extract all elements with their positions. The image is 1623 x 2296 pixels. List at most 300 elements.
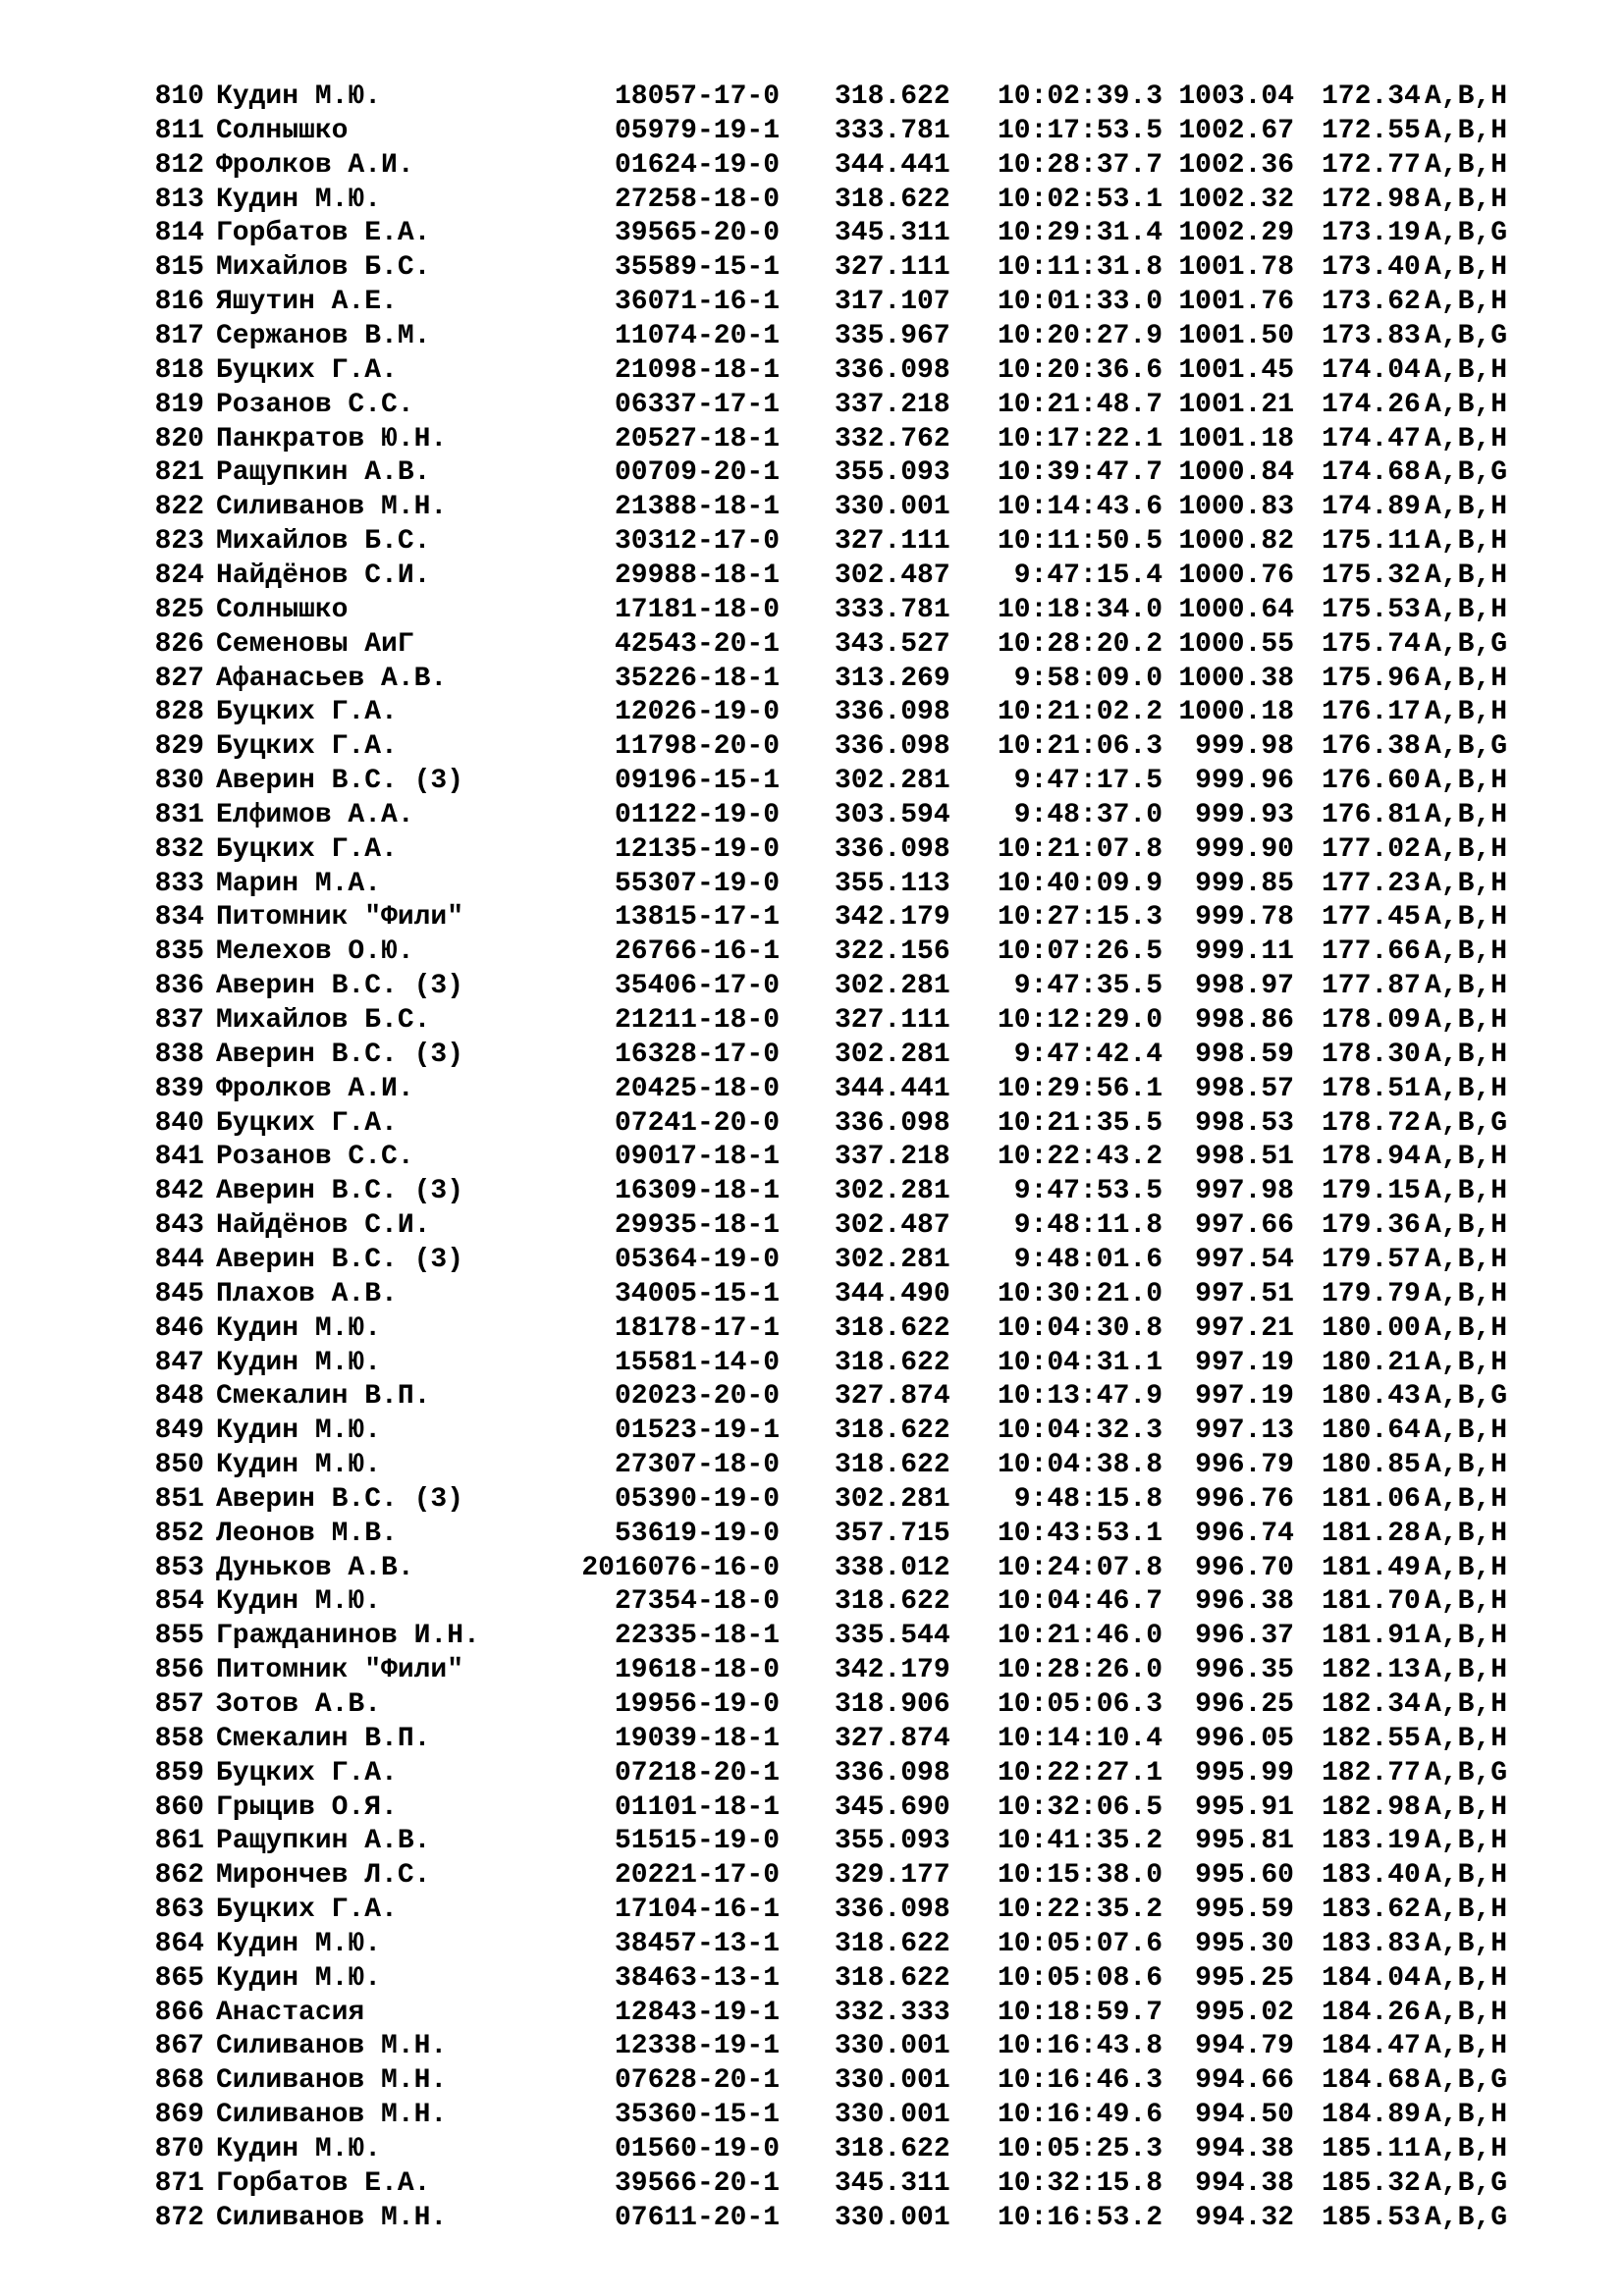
distance-value: 317.107 bbox=[835, 287, 950, 318]
result-row bbox=[0, 593, 1623, 627]
position-number: 841 bbox=[154, 1142, 204, 1173]
fancier-name: Буцких Г.А. bbox=[216, 1757, 398, 1789]
fancier-name: Кудин М.Ю. bbox=[216, 81, 382, 112]
category-codes: A,B,H bbox=[1425, 936, 1508, 968]
distance-value: 345.311 bbox=[835, 218, 950, 249]
ring-number: 01560-19-0 bbox=[614, 2134, 780, 2164]
ring-number: 21098-18-1 bbox=[614, 354, 780, 386]
category-codes: A,B,H bbox=[1425, 1518, 1508, 1549]
fancier-name: Буцких Г.А. bbox=[216, 1107, 398, 1139]
category-codes: A,B,H bbox=[1425, 1039, 1508, 1070]
result-row bbox=[0, 1482, 1623, 1517]
fancier-name: Панкратов Ю.Н. bbox=[216, 423, 448, 454]
arrival-time: 10:30:21.0 bbox=[997, 1278, 1163, 1309]
distance-value: 318.622 bbox=[835, 1450, 950, 1480]
distance-value: 342.179 bbox=[835, 1655, 950, 1686]
fancier-name: Солнышко bbox=[216, 594, 349, 625]
fancier-name: Силиванов М.Н. bbox=[216, 492, 448, 523]
points-value: 178.94 bbox=[1322, 1142, 1421, 1173]
result-row bbox=[0, 1722, 1623, 1756]
arrival-time: 10:16:53.2 bbox=[997, 2202, 1163, 2233]
points-value: 175.53 bbox=[1322, 594, 1421, 625]
fancier-name: Семеновы АиГ bbox=[216, 628, 414, 660]
arrival-time: 9:48:01.6 bbox=[1013, 1244, 1163, 1275]
position-number: 848 bbox=[154, 1381, 204, 1413]
distance-value: 327.111 bbox=[835, 252, 950, 284]
fancier-name: Зотов А.В. bbox=[216, 1689, 382, 1720]
position-number: 811 bbox=[154, 115, 204, 146]
fancier-name: Мирончев Л.С. bbox=[216, 1860, 431, 1892]
points-value: 179.79 bbox=[1322, 1278, 1421, 1309]
ring-number: 01624-19-0 bbox=[614, 149, 780, 181]
result-row bbox=[0, 1584, 1623, 1619]
category-codes: A,B,H bbox=[1425, 1655, 1508, 1686]
ring-number: 35226-18-1 bbox=[614, 663, 780, 694]
ring-number: 01523-19-1 bbox=[614, 1415, 780, 1447]
speed-value: 1000.83 bbox=[1178, 492, 1294, 523]
result-row bbox=[0, 695, 1623, 729]
position-number: 826 bbox=[154, 628, 204, 660]
position-number: 851 bbox=[154, 1483, 204, 1515]
ring-number: 29935-18-1 bbox=[614, 1210, 780, 1241]
position-number: 860 bbox=[154, 1791, 204, 1823]
points-value: 181.70 bbox=[1322, 1586, 1421, 1618]
result-row bbox=[0, 422, 1623, 456]
ring-number: 27307-18-0 bbox=[614, 1450, 780, 1480]
fancier-name: Горбатов Е.А. bbox=[216, 218, 431, 249]
fancier-name: Кудин М.Ю. bbox=[216, 1415, 382, 1447]
distance-value: 337.218 bbox=[835, 1142, 950, 1173]
ring-number: 12026-19-0 bbox=[614, 697, 780, 728]
category-codes: A,B,H bbox=[1425, 902, 1508, 934]
fancier-name: Кудин М.Ю. bbox=[216, 184, 382, 215]
fancier-name: Буцких Г.А. bbox=[216, 833, 398, 865]
ring-number: 11074-20-1 bbox=[614, 321, 780, 351]
distance-value: 302.487 bbox=[835, 560, 950, 591]
result-row bbox=[0, 627, 1623, 662]
speed-value: 996.74 bbox=[1195, 1518, 1294, 1549]
category-codes: A,B,H bbox=[1425, 81, 1508, 112]
category-codes: A,B,H bbox=[1425, 1621, 1508, 1652]
position-number: 822 bbox=[154, 492, 204, 523]
ring-number: 42543-20-1 bbox=[614, 628, 780, 660]
fancier-name: Кудин М.Ю. bbox=[216, 1312, 382, 1344]
arrival-time: 10:21:46.0 bbox=[997, 1621, 1163, 1652]
category-codes: A,B,G bbox=[1425, 628, 1508, 660]
ring-number: 06337-17-1 bbox=[614, 389, 780, 420]
points-value: 173.83 bbox=[1322, 321, 1421, 351]
speed-value: 1001.45 bbox=[1178, 354, 1294, 386]
result-row bbox=[0, 1414, 1623, 1448]
points-value: 177.45 bbox=[1322, 902, 1421, 934]
position-number: 814 bbox=[154, 218, 204, 249]
arrival-time: 10:16:49.6 bbox=[997, 2100, 1163, 2131]
category-codes: A,B,H bbox=[1425, 1997, 1508, 2028]
distance-value: 330.001 bbox=[835, 2100, 950, 2131]
speed-value: 1000.18 bbox=[1178, 697, 1294, 728]
speed-value: 996.35 bbox=[1195, 1655, 1294, 1686]
category-codes: A,B,H bbox=[1425, 2031, 1508, 2062]
arrival-time: 10:20:27.9 bbox=[997, 321, 1163, 351]
arrival-time: 10:43:53.1 bbox=[997, 1518, 1163, 1549]
position-number: 838 bbox=[154, 1039, 204, 1070]
result-row bbox=[0, 114, 1623, 148]
category-codes: A,B,H bbox=[1425, 252, 1508, 284]
distance-value: 302.281 bbox=[835, 766, 950, 796]
arrival-time: 10:17:53.5 bbox=[997, 115, 1163, 146]
category-codes: A,B,G bbox=[1425, 1757, 1508, 1789]
category-codes: A,B,H bbox=[1425, 560, 1508, 591]
result-row bbox=[0, 250, 1623, 285]
speed-value: 999.85 bbox=[1195, 868, 1294, 899]
distance-value: 330.001 bbox=[835, 2031, 950, 2062]
points-value: 172.34 bbox=[1322, 81, 1421, 112]
speed-value: 998.59 bbox=[1195, 1039, 1294, 1070]
fancier-name: Силиванов М.Н. bbox=[216, 2065, 448, 2097]
points-value: 180.64 bbox=[1322, 1415, 1421, 1447]
result-row bbox=[0, 1858, 1623, 1893]
category-codes: A,B,H bbox=[1425, 1723, 1508, 1754]
points-value: 177.87 bbox=[1322, 971, 1421, 1002]
distance-value: 332.762 bbox=[835, 423, 950, 454]
result-row bbox=[0, 490, 1623, 524]
arrival-time: 10:01:33.0 bbox=[997, 287, 1163, 318]
points-value: 174.04 bbox=[1322, 354, 1421, 386]
arrival-time: 9:47:53.5 bbox=[1013, 1176, 1163, 1207]
arrival-time: 10:39:47.7 bbox=[997, 457, 1163, 489]
arrival-time: 10:05:07.6 bbox=[997, 1928, 1163, 1959]
position-number: 832 bbox=[154, 833, 204, 865]
ring-number: 00709-20-1 bbox=[614, 457, 780, 489]
fancier-name: Кудин М.Ю. bbox=[216, 1962, 382, 1994]
arrival-time: 10:18:59.7 bbox=[997, 1997, 1163, 2028]
fancier-name: Силиванов М.Н. bbox=[216, 2202, 448, 2233]
fancier-name: Дуньков А.В. bbox=[216, 1552, 414, 1583]
category-codes: A,B,H bbox=[1425, 1826, 1508, 1857]
ring-number: 05364-19-0 bbox=[614, 1244, 780, 1275]
points-value: 172.55 bbox=[1322, 115, 1421, 146]
category-codes: A,B,H bbox=[1425, 1347, 1508, 1378]
result-row bbox=[0, 1346, 1623, 1380]
speed-value: 996.05 bbox=[1195, 1723, 1294, 1754]
distance-value: 342.179 bbox=[835, 902, 950, 934]
arrival-time: 10:15:38.0 bbox=[997, 1860, 1163, 1892]
category-codes: A,B,G bbox=[1425, 321, 1508, 351]
result-row bbox=[0, 1687, 1623, 1722]
fancier-name: Силиванов М.Н. bbox=[216, 2100, 448, 2131]
category-codes: A,B,H bbox=[1425, 1176, 1508, 1207]
arrival-time: 10:29:31.4 bbox=[997, 218, 1163, 249]
distance-value: 336.098 bbox=[835, 1757, 950, 1789]
distance-value: 355.113 bbox=[835, 868, 950, 899]
category-codes: A,B,H bbox=[1425, 1586, 1508, 1618]
points-value: 172.98 bbox=[1322, 184, 1421, 215]
position-number: 834 bbox=[154, 902, 204, 934]
arrival-time: 10:13:47.9 bbox=[997, 1381, 1163, 1413]
position-number: 831 bbox=[154, 799, 204, 830]
position-number: 825 bbox=[154, 594, 204, 625]
fancier-name: Леонов М.В. bbox=[216, 1518, 398, 1549]
category-codes: A,B,H bbox=[1425, 971, 1508, 1002]
speed-value: 996.38 bbox=[1195, 1586, 1294, 1618]
category-codes: A,B,H bbox=[1425, 149, 1508, 181]
fancier-name: Буцких Г.А. bbox=[216, 354, 398, 386]
speed-value: 997.13 bbox=[1195, 1415, 1294, 1447]
position-number: 827 bbox=[154, 663, 204, 694]
distance-value: 318.622 bbox=[835, 1586, 950, 1618]
speed-value: 996.76 bbox=[1195, 1483, 1294, 1515]
category-codes: A,B,H bbox=[1425, 1689, 1508, 1720]
speed-value: 994.38 bbox=[1195, 2167, 1294, 2199]
speed-value: 995.25 bbox=[1195, 1962, 1294, 1994]
speed-value: 999.96 bbox=[1195, 766, 1294, 796]
ring-number: 38463-13-1 bbox=[614, 1962, 780, 1994]
fancier-name: Солнышко bbox=[216, 115, 349, 146]
arrival-time: 10:28:26.0 bbox=[997, 1655, 1163, 1686]
points-value: 175.11 bbox=[1322, 526, 1421, 557]
position-number: 861 bbox=[154, 1826, 204, 1857]
speed-value: 998.51 bbox=[1195, 1142, 1294, 1173]
speed-value: 1001.78 bbox=[1178, 252, 1294, 284]
result-row bbox=[0, 1517, 1623, 1551]
speed-value: 997.54 bbox=[1195, 1244, 1294, 1275]
category-codes: A,B,H bbox=[1425, 663, 1508, 694]
position-number: 837 bbox=[154, 1005, 204, 1036]
arrival-time: 10:18:34.0 bbox=[997, 594, 1163, 625]
arrival-time: 10:04:32.3 bbox=[997, 1415, 1163, 1447]
arrival-time: 10:20:36.6 bbox=[997, 354, 1163, 386]
points-value: 179.36 bbox=[1322, 1210, 1421, 1241]
arrival-time: 10:32:06.5 bbox=[997, 1791, 1163, 1823]
points-value: 182.34 bbox=[1322, 1689, 1421, 1720]
distance-value: 318.622 bbox=[835, 1347, 950, 1378]
speed-value: 1002.67 bbox=[1178, 115, 1294, 146]
points-value: 180.21 bbox=[1322, 1347, 1421, 1378]
speed-value: 997.19 bbox=[1195, 1381, 1294, 1413]
position-number: 855 bbox=[154, 1621, 204, 1652]
ring-number: 01122-19-0 bbox=[614, 799, 780, 830]
category-codes: A,B,H bbox=[1425, 184, 1508, 215]
arrival-time: 10:17:22.1 bbox=[997, 423, 1163, 454]
result-row bbox=[0, 1824, 1623, 1858]
fancier-name: Аверин В.С. (3) bbox=[216, 1176, 464, 1207]
points-value: 174.26 bbox=[1322, 389, 1421, 420]
result-row bbox=[0, 388, 1623, 422]
fancier-name: Фролков А.И. bbox=[216, 149, 414, 181]
result-row bbox=[0, 1174, 1623, 1208]
ring-number: 39565-20-0 bbox=[614, 218, 780, 249]
result-row bbox=[0, 900, 1623, 934]
distance-value: 327.874 bbox=[835, 1723, 950, 1754]
distance-value: 345.690 bbox=[835, 1791, 950, 1823]
position-number: 845 bbox=[154, 1278, 204, 1309]
category-codes: A,B,G bbox=[1425, 1107, 1508, 1139]
fancier-name: Мелехов О.Ю. bbox=[216, 936, 414, 968]
ring-number: 05390-19-0 bbox=[614, 1483, 780, 1515]
fancier-name: Аверин В.С. (3) bbox=[216, 1039, 464, 1070]
speed-value: 994.38 bbox=[1195, 2134, 1294, 2164]
arrival-time: 9:48:15.8 bbox=[1013, 1483, 1163, 1515]
ring-number: 22335-18-1 bbox=[614, 1621, 780, 1652]
fancier-name: Ращупкин А.В. bbox=[216, 457, 431, 489]
speed-value: 995.60 bbox=[1195, 1860, 1294, 1892]
category-codes: A,B,H bbox=[1425, 868, 1508, 899]
points-value: 178.09 bbox=[1322, 1005, 1421, 1036]
distance-value: 318.906 bbox=[835, 1689, 950, 1720]
points-value: 181.91 bbox=[1322, 1621, 1421, 1652]
result-row bbox=[0, 1038, 1623, 1072]
result-row bbox=[0, 1448, 1623, 1482]
position-number: 835 bbox=[154, 936, 204, 968]
fancier-name: Кудин М.Ю. bbox=[216, 2134, 382, 2164]
speed-value: 994.79 bbox=[1195, 2031, 1294, 2062]
arrival-time: 10:04:46.7 bbox=[997, 1586, 1163, 1618]
distance-value: 335.967 bbox=[835, 321, 950, 351]
distance-value: 313.269 bbox=[835, 663, 950, 694]
arrival-time: 9:47:35.5 bbox=[1013, 971, 1163, 1002]
result-row bbox=[0, 1106, 1623, 1141]
distance-value: 302.281 bbox=[835, 1039, 950, 1070]
speed-value: 1000.76 bbox=[1178, 560, 1294, 591]
category-codes: A,B,H bbox=[1425, 1244, 1508, 1275]
category-codes: A,B,H bbox=[1425, 2134, 1508, 2164]
arrival-time: 10:21:06.3 bbox=[997, 731, 1163, 763]
category-codes: A,B,G bbox=[1425, 457, 1508, 489]
fancier-name: Буцких Г.А. bbox=[216, 1895, 398, 1926]
points-value: 178.30 bbox=[1322, 1039, 1421, 1070]
points-value: 173.62 bbox=[1322, 287, 1421, 318]
category-codes: A,B,H bbox=[1425, 799, 1508, 830]
arrival-time: 10:05:06.3 bbox=[997, 1689, 1163, 1720]
category-codes: A,B,H bbox=[1425, 2100, 1508, 2131]
ring-number: 12338-19-1 bbox=[614, 2031, 780, 2062]
category-codes: A,B,G bbox=[1425, 218, 1508, 249]
distance-value: 357.715 bbox=[835, 1518, 950, 1549]
points-value: 176.17 bbox=[1322, 697, 1421, 728]
speed-value: 1000.84 bbox=[1178, 457, 1294, 489]
speed-value: 1001.21 bbox=[1178, 389, 1294, 420]
ring-number: 39566-20-1 bbox=[614, 2167, 780, 2199]
fancier-name: Михайлов Б.С. bbox=[216, 1005, 431, 1036]
fancier-name: Аверин В.С. (3) bbox=[216, 766, 464, 796]
points-value: 172.77 bbox=[1322, 149, 1421, 181]
result-row bbox=[0, 1996, 1623, 2030]
distance-value: 327.111 bbox=[835, 526, 950, 557]
distance-value: 303.594 bbox=[835, 799, 950, 830]
points-value: 176.60 bbox=[1322, 766, 1421, 796]
points-value: 175.32 bbox=[1322, 560, 1421, 591]
points-value: 184.89 bbox=[1322, 2100, 1421, 2131]
result-row bbox=[0, 1790, 1623, 1825]
category-codes: A,B,G bbox=[1425, 2065, 1508, 2097]
arrival-time: 9:47:17.5 bbox=[1013, 766, 1163, 796]
points-value: 184.47 bbox=[1322, 2031, 1421, 2062]
speed-value: 996.79 bbox=[1195, 1450, 1294, 1480]
arrival-time: 10:27:15.3 bbox=[997, 902, 1163, 934]
points-value: 183.40 bbox=[1322, 1860, 1421, 1892]
fancier-name: Розанов С.С. bbox=[216, 389, 414, 420]
points-value: 183.62 bbox=[1322, 1895, 1421, 1926]
points-value: 178.51 bbox=[1322, 1073, 1421, 1104]
speed-value: 998.97 bbox=[1195, 971, 1294, 1002]
points-value: 179.15 bbox=[1322, 1176, 1421, 1207]
arrival-time: 10:21:48.7 bbox=[997, 389, 1163, 420]
result-row bbox=[0, 216, 1623, 250]
ring-number: 20527-18-1 bbox=[614, 423, 780, 454]
arrival-time: 9:48:37.0 bbox=[1013, 799, 1163, 830]
ring-number: 17181-18-0 bbox=[614, 594, 780, 625]
points-value: 175.96 bbox=[1322, 663, 1421, 694]
speed-value: 994.50 bbox=[1195, 2100, 1294, 2131]
ring-number: 07241-20-0 bbox=[614, 1107, 780, 1139]
points-value: 184.68 bbox=[1322, 2065, 1421, 2097]
points-value: 182.77 bbox=[1322, 1757, 1421, 1789]
ring-number: 17104-16-1 bbox=[614, 1895, 780, 1926]
result-row bbox=[0, 2063, 1623, 2098]
position-number: 857 bbox=[154, 1689, 204, 1720]
position-number: 864 bbox=[154, 1928, 204, 1959]
speed-value: 1001.50 bbox=[1178, 321, 1294, 351]
ring-number: 12135-19-0 bbox=[614, 833, 780, 865]
distance-value: 355.093 bbox=[835, 457, 950, 489]
fancier-name: Горбатов Е.А. bbox=[216, 2167, 431, 2199]
position-number: 849 bbox=[154, 1415, 204, 1447]
speed-value: 1001.76 bbox=[1178, 287, 1294, 318]
category-codes: A,B,H bbox=[1425, 833, 1508, 865]
distance-value: 302.281 bbox=[835, 971, 950, 1002]
arrival-time: 10:24:07.8 bbox=[997, 1552, 1163, 1583]
speed-value: 997.19 bbox=[1195, 1347, 1294, 1378]
category-codes: A,B,H bbox=[1425, 423, 1508, 454]
category-codes: A,B,G bbox=[1425, 2202, 1508, 2233]
fancier-name: Марин М.А. bbox=[216, 868, 382, 899]
ring-number: 12843-19-1 bbox=[614, 1997, 780, 2028]
ring-number: 21211-18-0 bbox=[614, 1005, 780, 1036]
speed-value: 1003.04 bbox=[1178, 81, 1294, 112]
position-number: 869 bbox=[154, 2100, 204, 2131]
result-row bbox=[0, 832, 1623, 867]
arrival-time: 9:47:15.4 bbox=[1013, 560, 1163, 591]
speed-value: 997.51 bbox=[1195, 1278, 1294, 1309]
category-codes: A,B,H bbox=[1425, 594, 1508, 625]
result-row bbox=[0, 1551, 1623, 1585]
distance-value: 318.622 bbox=[835, 1928, 950, 1959]
position-number: 865 bbox=[154, 1962, 204, 1994]
result-row bbox=[0, 969, 1623, 1003]
position-number: 812 bbox=[154, 149, 204, 181]
points-value: 185.53 bbox=[1322, 2202, 1421, 2233]
arrival-time: 9:58:09.0 bbox=[1013, 663, 1163, 694]
result-row bbox=[0, 2201, 1623, 2235]
arrival-time: 10:41:35.2 bbox=[997, 1826, 1163, 1857]
result-row bbox=[0, 1243, 1623, 1277]
distance-value: 302.281 bbox=[835, 1483, 950, 1515]
ring-number: 18178-17-1 bbox=[614, 1312, 780, 1344]
points-value: 181.28 bbox=[1322, 1518, 1421, 1549]
arrival-time: 10:40:09.9 bbox=[997, 868, 1163, 899]
points-value: 182.98 bbox=[1322, 1791, 1421, 1823]
arrival-time: 10:11:50.5 bbox=[997, 526, 1163, 557]
ring-number: 36071-16-1 bbox=[614, 287, 780, 318]
position-number: 859 bbox=[154, 1757, 204, 1789]
position-number: 828 bbox=[154, 697, 204, 728]
distance-value: 335.544 bbox=[835, 1621, 950, 1652]
speed-value: 999.90 bbox=[1195, 833, 1294, 865]
arrival-time: 10:14:43.6 bbox=[997, 492, 1163, 523]
position-number: 817 bbox=[154, 321, 204, 351]
position-number: 858 bbox=[154, 1723, 204, 1754]
ring-number: 19039-18-1 bbox=[614, 1723, 780, 1754]
